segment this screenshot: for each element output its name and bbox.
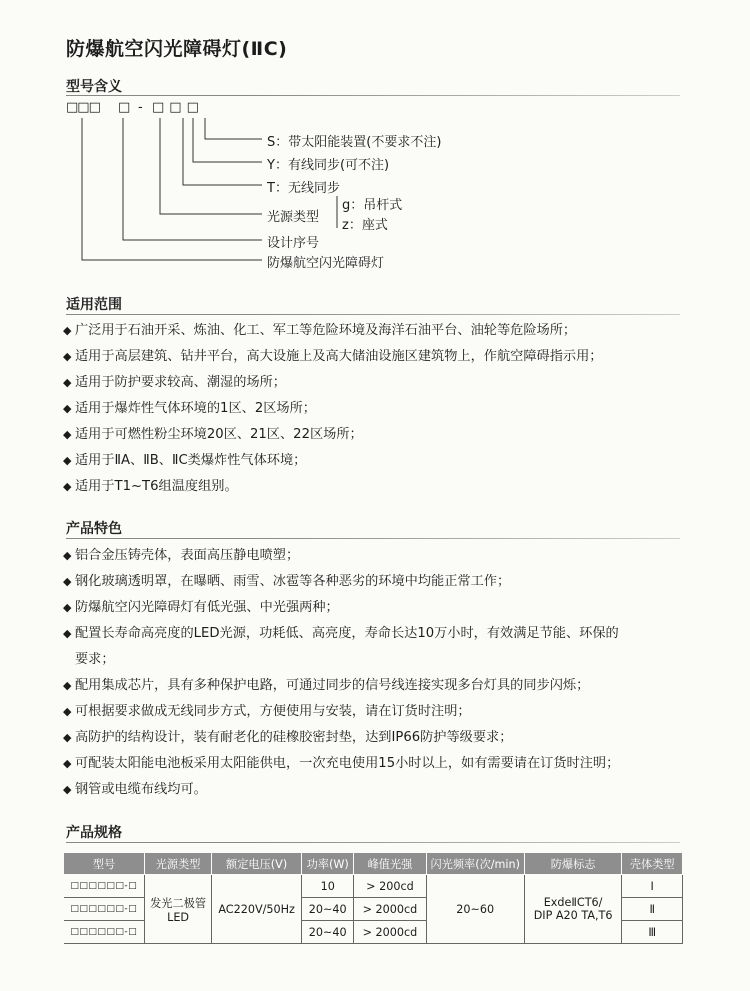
model-label-product-name: 防爆航空闪光障碍灯: [267, 256, 385, 271]
list-item: ◆ 适用于防护要求较高、潮湿的场所；: [63, 370, 703, 396]
diamond-bullet-icon: ◆: [63, 757, 72, 770]
model-cell: □□□□□□-□: [64, 875, 145, 898]
intensity-cell: > 200cd: [354, 875, 426, 898]
housing-cell: Ⅰ: [622, 875, 683, 898]
model-code-part3: □□□: [152, 100, 204, 115]
diamond-bullet-icon: ◆: [63, 350, 72, 363]
list-item: ◆ 防爆航空闪光障碍灯有低光强、中光强两种；: [63, 595, 703, 621]
column-header: 壳体类型: [622, 853, 683, 875]
diamond-bullet-icon: ◆: [63, 783, 72, 796]
features-list: [63, 543, 703, 803]
intensity-cell: > 2000cd: [354, 921, 426, 944]
spec-table: [63, 852, 683, 944]
column-header: 闪光频率(次/min): [426, 853, 524, 875]
list-item: ◆ 钢化玻璃透明罩，在曝晒、雨雪、冰雹等各种恶劣的环境中均能正常工作；: [63, 569, 703, 595]
list-item: ◆ 适用于T1~T6组温度组别。: [63, 474, 703, 500]
housing-cell: Ⅲ: [622, 921, 683, 944]
housing-cell: Ⅱ: [622, 898, 683, 921]
diamond-bullet-icon: ◆: [63, 402, 72, 415]
list-item: ◆ 高防护的结构设计，装有耐老化的硅橡胶密封垫，达到IP66防护等级要求；: [63, 725, 703, 751]
power-cell: 10: [302, 875, 354, 898]
list-item-continuation: 要求；: [75, 652, 115, 667]
list-item: ◆ 适用于ⅡA、ⅡB、ⅡC类爆炸性气体环境；: [63, 448, 703, 474]
page-title: 防爆航空闪光障碍灯(ⅡC): [66, 38, 288, 60]
list-item: ◆ 广泛用于石油开采、炼油、化工、军工等危险环境及海洋石油平台、油轮等危险场所；: [63, 318, 703, 344]
list-item: ◆ 适用于高层建筑、钻井平台，高大设施上及高大储油设施区建筑物上，作航空障碍指示用；: [63, 344, 703, 370]
diamond-bullet-icon: ◆: [63, 679, 72, 692]
model-code-dash: -: [138, 100, 143, 115]
column-header: 额定电压(V): [212, 853, 302, 875]
section-heading-model-meaning: 型号含义: [66, 79, 122, 95]
model-code-part2: □: [118, 100, 130, 115]
model-label-y: Y：有线同步(可不注): [267, 158, 390, 173]
model-code-part1: □□□: [66, 100, 100, 115]
section-divider: [66, 538, 680, 539]
section-heading-specs: 产品规格: [66, 825, 122, 841]
column-header: 功率(W): [302, 853, 354, 875]
ex-mark-cell: ExdeⅡCT6/ DIP A20 TA,T6: [524, 875, 622, 944]
voltage-cell: AC220V/50Hz: [212, 875, 302, 944]
list-item: ◆ 钢管或电缆布线均可。: [63, 777, 703, 803]
list-item: ◆ 适用于可燃性粉尘环境20区、21区、22区场所；: [63, 422, 703, 448]
diamond-bullet-icon: ◆: [63, 428, 72, 441]
diamond-bullet-icon: ◆: [63, 324, 72, 337]
column-header: 防爆标志: [524, 853, 622, 875]
list-item: ◆ 配用集成芯片，具有多种保护电路，可通过同步的信号线连接实现多台灯具的同步闪烁；: [63, 673, 703, 699]
section-divider: [66, 842, 680, 843]
power-cell: 20~40: [302, 921, 354, 944]
list-item: ◆ 适用于爆炸性气体环境的1区、2区场所；: [63, 396, 703, 422]
model-label-light-source-type: 光源类型: [267, 210, 320, 225]
model-cell: □□□□□□-□: [64, 921, 145, 944]
model-label-t: T：无线同步: [267, 181, 340, 196]
list-item: ◆ 可根据要求做成无线同步方式，方便使用与安装，请在订货时注明；: [63, 699, 703, 725]
column-header: 光源类型: [145, 853, 212, 875]
list-item: ◆ 配置长寿命高亮度的LED光源，功耗低、高亮度，寿命长达10万小时，有效满足节能、环保的: [63, 621, 703, 647]
model-cell: □□□□□□-□: [64, 898, 145, 921]
section-divider: [66, 314, 680, 315]
scope-list: [63, 318, 703, 500]
column-header: 峰值光强: [354, 853, 426, 875]
diamond-bullet-icon: ◆: [63, 376, 72, 389]
power-cell: 20~40: [302, 898, 354, 921]
section-heading-scope: 适用范围: [66, 297, 122, 313]
list-item: ◆ 可配装太阳能电池板采用太阳能供电，一次充电使用15小时以上，如有需要请在订货时注明；: [63, 751, 703, 777]
model-label-design-number: 设计序号: [267, 236, 320, 251]
table-row: [64, 875, 683, 898]
column-header: 型号: [64, 853, 145, 875]
section-heading-features: 产品特色: [66, 521, 122, 537]
diamond-bullet-icon: ◆: [63, 601, 72, 614]
model-label-z: z：座式: [342, 218, 388, 233]
frequency-cell: 20~60: [426, 875, 524, 944]
intensity-cell: > 2000cd: [354, 898, 426, 921]
list-item: ◆ 铝合金压铸壳体，表面高压静电喷塑；: [63, 543, 703, 569]
diamond-bullet-icon: ◆: [63, 705, 72, 718]
table-header-row: [64, 853, 683, 875]
diamond-bullet-icon: ◆: [63, 627, 72, 640]
diamond-bullet-icon: ◆: [63, 575, 72, 588]
diamond-bullet-icon: ◆: [63, 480, 72, 493]
diamond-bullet-icon: ◆: [63, 731, 72, 744]
light-source-cell: 发光二极管 LED: [145, 875, 212, 944]
model-label-s: S：带太阳能装置(不要求不注): [267, 135, 442, 150]
diamond-bullet-icon: ◆: [63, 549, 72, 562]
diamond-bullet-icon: ◆: [63, 454, 72, 467]
model-label-g: g：吊杆式: [342, 198, 403, 213]
